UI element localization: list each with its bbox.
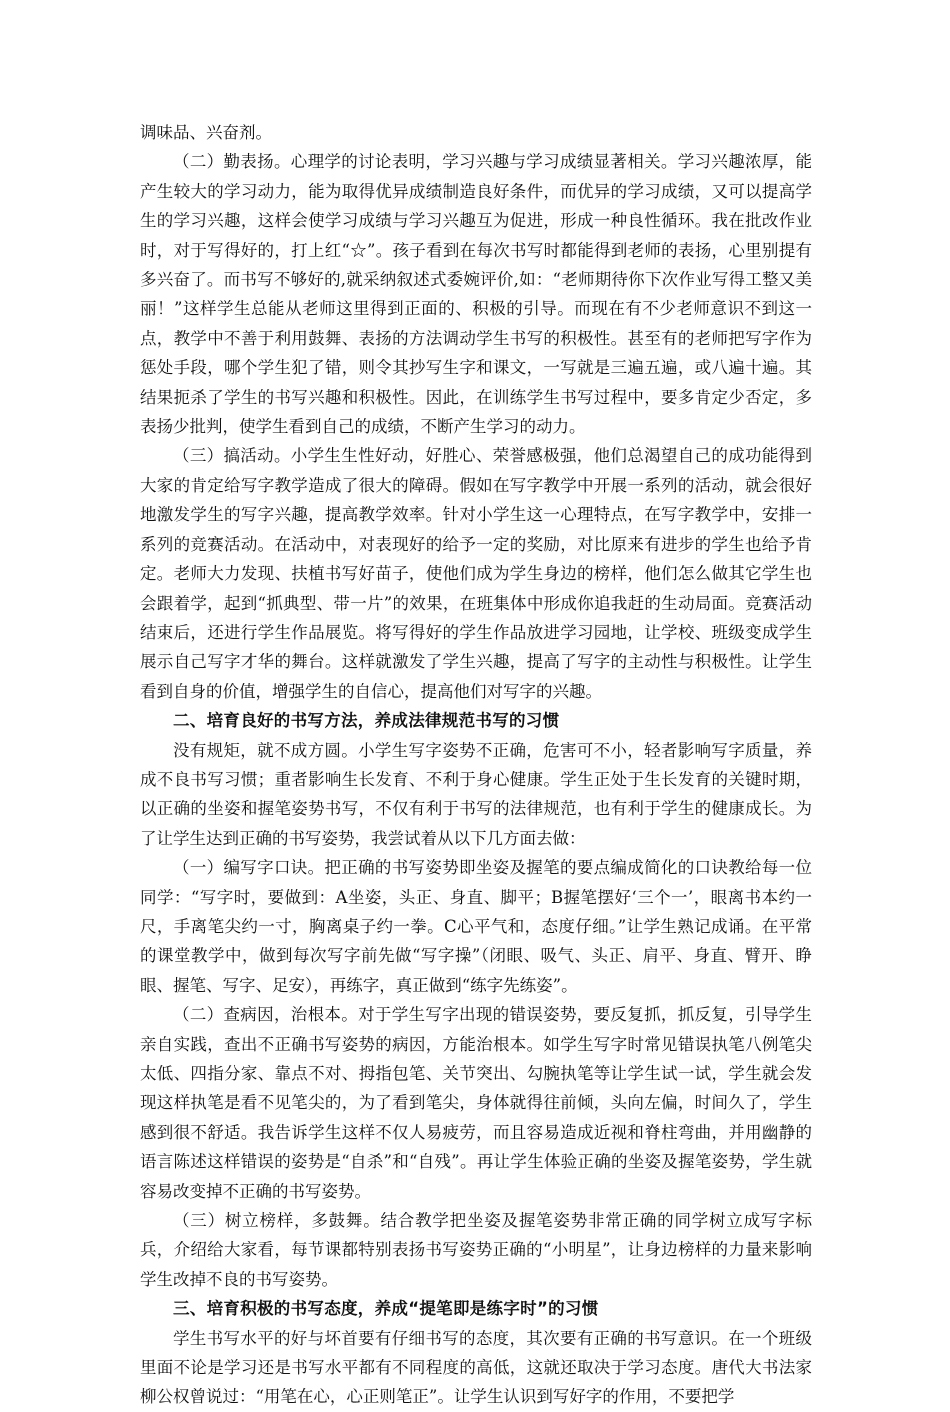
paragraph-attitude: 学生书写水平的好与坏首要有仔细书写的态度，其次要有正确的书写意识。在一个班级里面不论是学习还是书写水平都有不同程度的高低，这就还取决于学习态度。唐代大书法家柳公权曾说过：“用笔在心，心正则笔正”。让学生认识到写好字的作用，不要把学 <box>140 1328 812 1407</box>
paragraph-intro-posture: 没有规矩，就不成方圆。小学生写字姿势不正确，危害可不小，轻者影响写字质量，养成不良书写习惯；重者影响生长发育、不利于身心健康。学生正处于生长发育的关键时期，以正确的坐姿和握笔姿势书写，不仅有利于书写的法律规范，也有利于学生的健康成长。为了让学生达到正确的书写姿势，我尝试着从以下几方面去做： <box>140 740 812 848</box>
section-heading-2: 二、培育良好的书写方法，养成法律规范书写的习惯 <box>173 711 560 731</box>
paragraph-role-models: （三）树立榜样，多鼓舞。结合教学把坐姿及握笔姿势非常正确的同学树立成写字标兵，介绍给大家看，每节课都特别表扬书写姿势正确的“小明星”，让身边榜样的力量来影响学生改掉不良的书写姿势。 <box>140 1211 812 1289</box>
section-heading-3: 三、培育积极的书写态度，养成“提笔即是练字时”的习惯 <box>173 1299 599 1319</box>
paragraph-activities: （三）搞活动。小学生生性好动，好胜心、荣誉感极强，他们总渴望自己的成功能得到大家的肯定给写字教学造成了很大的障碍。假如在写字教学中开展一系列的活动，就会很好地激发学生的写字兴趣，提高教学效率。针对小学生这一心理特点，在写字教学中，安排一系列的竞赛活动。在活动中，对表现好的给予一定的奖励，对比原来有进步的学生也给予肯定。老师大力发现、扶植书写好苗子，使他们成为学生身边的榜样，他们怎么做其它学生也会跟着学，起到“抓典型、带一片”的效果，在班集体中形成你追我赶的生动局面。竞赛活动结束后，还进行学生作品展览。将写得好的学生作品放进学习园地，让学校、班级变成学生展示自己写字才华的舞台。这样就激发了学生兴趣，提高了写字的主动性与积极性。让学生看到自身的价值，增强学生的自信心，提高他们对写字的兴趣。 <box>140 446 812 701</box>
paragraph-mnemonic: （一）编写字口诀。把正确的书写姿势即坐姿及握笔的要点编成简化的口诀教给每一位同学：“写字时，要做到：A坐姿，头正、身直、脚平；B握笔摆好‘三个一’，眼离书本约一尺，手离笔尖约一寸，胸离桌子约一拳。C心平气和，态度仔细。”让学生熟记成诵。在平常的课堂教学中，做到每次写字前先做“写字操”（闭眼、吸气、头正、肩平、身直、臂开、睁眼、握笔、写字、足安），再练字，真正做到“练字先练姿”。 <box>140 858 812 995</box>
paragraph-praise: （二）勤表扬。心理学的讨论表明，学习兴趣与学习成绩显著相关。学习兴趣浓厚，能产生较大的学习动力，能为取得优异成绩制造良好条件，而优异的学习成绩，又可以提高学生的学习兴趣，这样会使学习成绩与学习兴趣互为促进，形成一种良性循环。我在批改作业时，对于写得好的，打上红“☆”。孩子看到在每次书写时都能得到老师的表扬，心里别提有多兴奋了。而书写不够好的,就采纳叙述式委婉评价,如：“老师期待你下次作业写得工整又美丽！”这样学生总能从老师这里得到正面的、积极的引导。而现在有不少老师意识不到这一点，教学中不善于利用鼓舞、表扬的方法调动学生书写的积极性。甚至有的老师把写字作为惩处手段，哪个学生犯了错，则令其抄写生字和课文，一写就是三遍五遍，或八遍十遍。其结果扼杀了学生的书写兴趣和积极性。因此，在训练学生书写过程中，要多肯定少否定，多表扬少批判，使学生看到自己的成绩，不断产生学习的动力。 <box>140 152 812 437</box>
paragraph-diagnose: （二）查病因，治根本。对于学生写字出现的错误姿势，要反复抓，抓反复，引导学生亲自实践，查出不正确书写姿势的病因，方能治根本。如学生写字时常见错误执笔八例笔尖太低、四指分家、靠点不对、拇指包笔、关节突出、勾腕执笔等让学生试一试，学生就会发现这样执笔是看不见笔尖的，为了看到笔尖，身体就得往前倾，头向左偏，时间久了，学生感到很不舒适。我告诉学生这样不仅人易疲劳，而且容易造成近视和脊柱弯曲，并用幽静的语言陈述这样错误的姿势是“自杀”和“自残”。再让学生体验正确的坐姿及握笔姿势，学生就容易改变掉不正确的书写姿势。 <box>140 1005 812 1201</box>
document-body <box>140 118 812 1412</box>
paragraph: 调味品、兴奋剂。 <box>140 123 272 142</box>
